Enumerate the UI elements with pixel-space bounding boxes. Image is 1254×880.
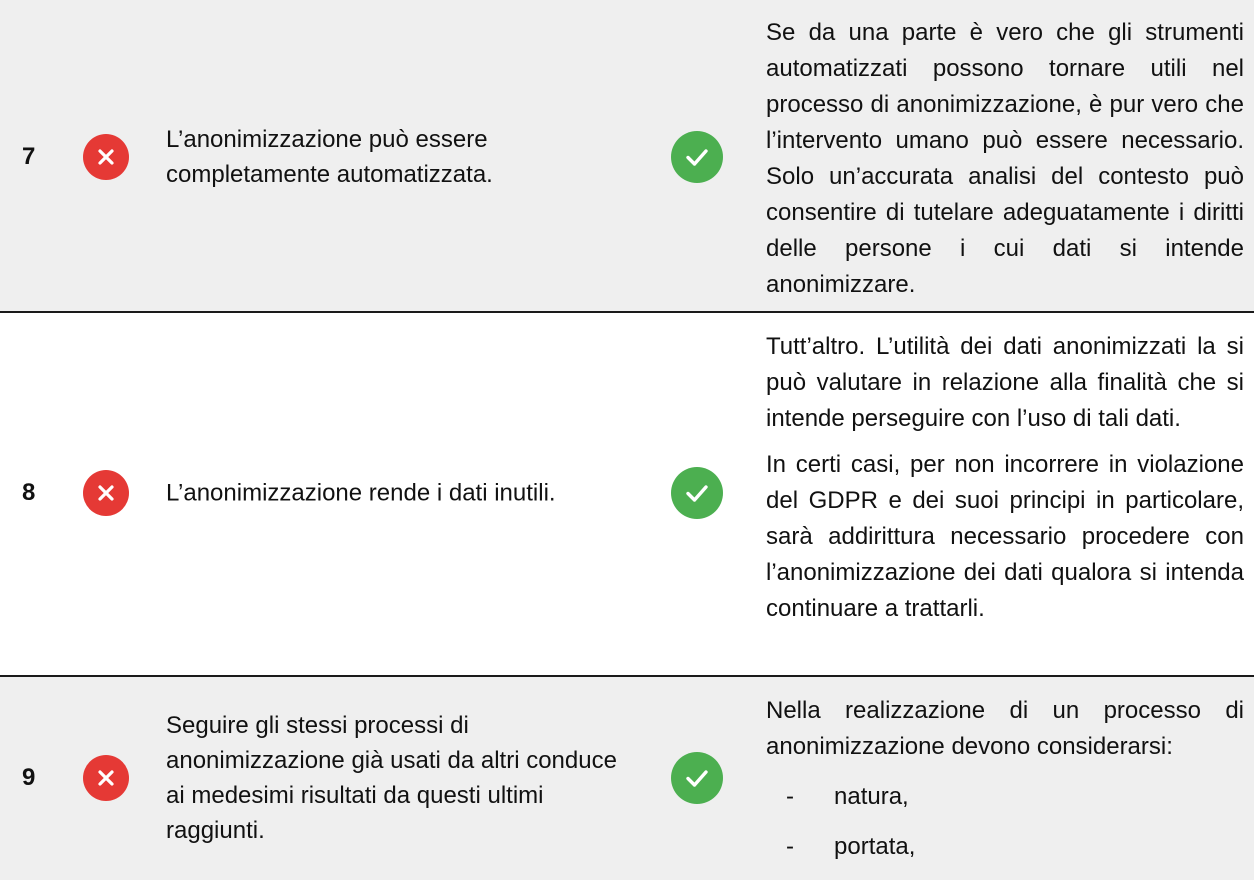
x-circle-icon <box>83 755 129 801</box>
fact-paragraph: Tutt’altro. L’utilità dei dati anonimizzati la si può valutare in relazione alla finalità che si intende perseguire con l’uso di tali dati. <box>766 333 1244 432</box>
list-item <box>766 779 1244 815</box>
row-number: 9 <box>22 764 36 791</box>
fact-text <box>766 329 1244 627</box>
fact-paragraph: Se da una parte è vero che gli strumenti automatizzati possono tornare utili nel processo di anonimizzazione, è pur vero che l’intervento umano può essere necessario. Solo un’accurata analisi del contesto può consentire di tutelare adeguatamente i diritti delle persone i cui dati si intende anonimizzare. <box>766 19 1244 298</box>
table-row-7 <box>0 0 1254 313</box>
x-circle-icon <box>83 134 129 180</box>
list-item-text: portata, <box>834 833 916 860</box>
check-circle-icon <box>671 752 723 804</box>
table-row-9 <box>0 677 1254 880</box>
fact-list <box>766 779 1244 865</box>
myth-text: L’anonimizzazione rende i dati inutili. <box>166 479 556 507</box>
list-dash: - <box>786 783 794 810</box>
x-circle-icon <box>83 470 129 516</box>
table-row-8 <box>0 313 1254 677</box>
row-number: 8 <box>22 479 36 506</box>
fact-paragraph: In certi casi, per non incorrere in violazione del GDPR e dei suoi principi in particolare, sarà addirittura necessario procedere con l’anonimizzazione dei dati qualora si intenda continuare a trattarli. <box>766 451 1244 622</box>
check-circle-icon <box>671 467 723 519</box>
fact-paragraph: Nella realizzazione di un processo di anonimizzazione devono considerarsi: <box>766 697 1244 760</box>
myth-text: L’anonimizzazione può essere completamente automatizzata. <box>166 126 493 188</box>
list-item-text: natura, <box>834 783 909 810</box>
row-number: 7 <box>22 143 36 170</box>
fact-text <box>766 15 1244 303</box>
list-item <box>766 829 1244 865</box>
list-dash: - <box>786 833 794 860</box>
fact-text <box>766 693 1244 865</box>
check-circle-icon <box>671 131 723 183</box>
myth-text: Seguire gli stessi processi di anonimizzazione già usati da altri conduce ai medesimi risultati da questi ultimi raggiunti. <box>166 712 617 844</box>
